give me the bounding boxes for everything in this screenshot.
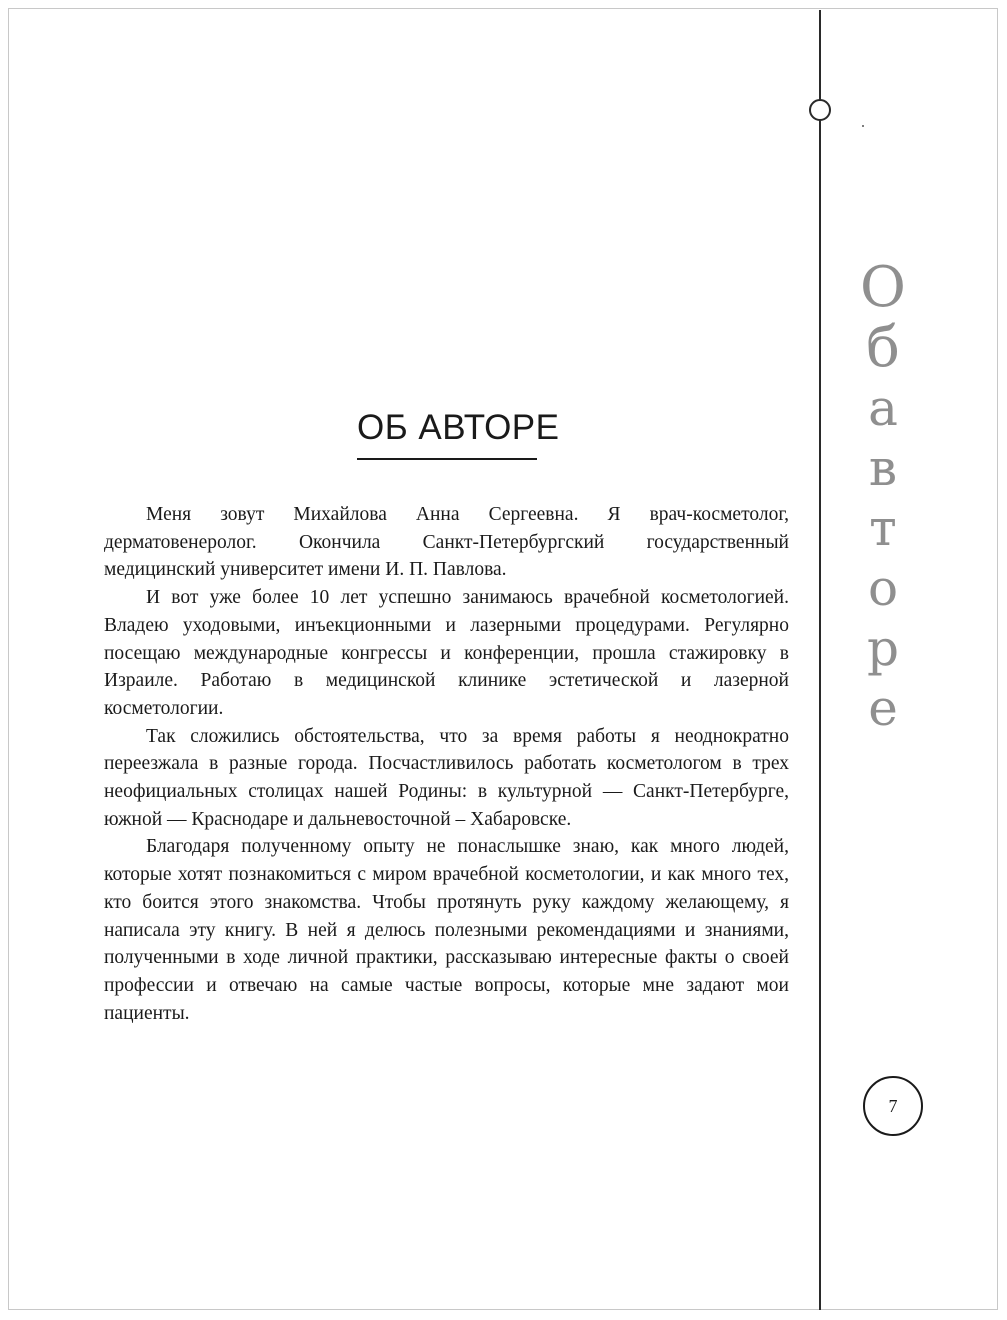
vertical-title-letter: о xyxy=(867,559,899,617)
vertical-title-letter: в xyxy=(868,439,898,497)
paragraph: Меня зовут Михайлова Анна Сергеевна. Я врач-косметолог, дерматовенеролог. Окончила Санкт-Петербургский государственный медицинский университет имени И. П. Павлова. xyxy=(104,504,789,581)
paragraph: И вот уже более 10 лет успешно занимаюсь врачебной косметологией. Владею уходовыми, инъекционными и лазерными процедурами. Регулярно посещаю международные конгрессы и конференции, прошла стажировку в Израиле. Работаю в медицинской клинике эстетической и лазерной косметологии. xyxy=(104,587,789,719)
vertical-title-letter: т xyxy=(869,499,897,557)
paragraph: Благодаря полученному опыту не понаслышке знаю, как много людей, которые хотят познакомиться с миром врачебной косметологии, и как много тех, кто боится этого знакомства. Чтобы протянуть руку каждому желающему, я написала эту книгу. В ней я делюсь полезными рекомендациями и знаниями, полученными в ходе личной практики, рассказываю интересные факты о своей профессии и отвечаю на самые частые вопросы, которые мне задают мои пациенты. xyxy=(104,836,789,1024)
vertical-title-letter: а xyxy=(868,379,898,437)
side-vertical-rule xyxy=(819,10,821,1310)
rule-circle-marker xyxy=(809,99,831,121)
page-number: 7 xyxy=(888,1095,898,1116)
vertical-title-word-1 xyxy=(838,255,928,380)
body-text xyxy=(104,501,789,1027)
paragraph: Так сложились обстоятельства, что за время работы я неоднократно переезжала в разные города. Посчастливилось работать косметологом в трех неофициальных столицах нашей Родины: в культурной — Санкт-Петербурге, южной — Краснодаре и дальневосточной – Хабаровске. xyxy=(104,725,789,830)
vertical-chapter-title xyxy=(838,255,928,738)
chapter-title: ОБ АВТОРЕ xyxy=(357,408,560,447)
vertical-title-word-2 xyxy=(838,378,928,738)
chapter-title-underline xyxy=(357,458,537,460)
page-number-badge xyxy=(863,1076,923,1136)
vertical-title-letter: б xyxy=(866,315,900,380)
decorative-dot xyxy=(862,125,864,127)
vertical-title-letter: О xyxy=(860,255,906,320)
vertical-title-letter: р xyxy=(866,619,899,677)
vertical-title-letter: е xyxy=(868,679,898,737)
